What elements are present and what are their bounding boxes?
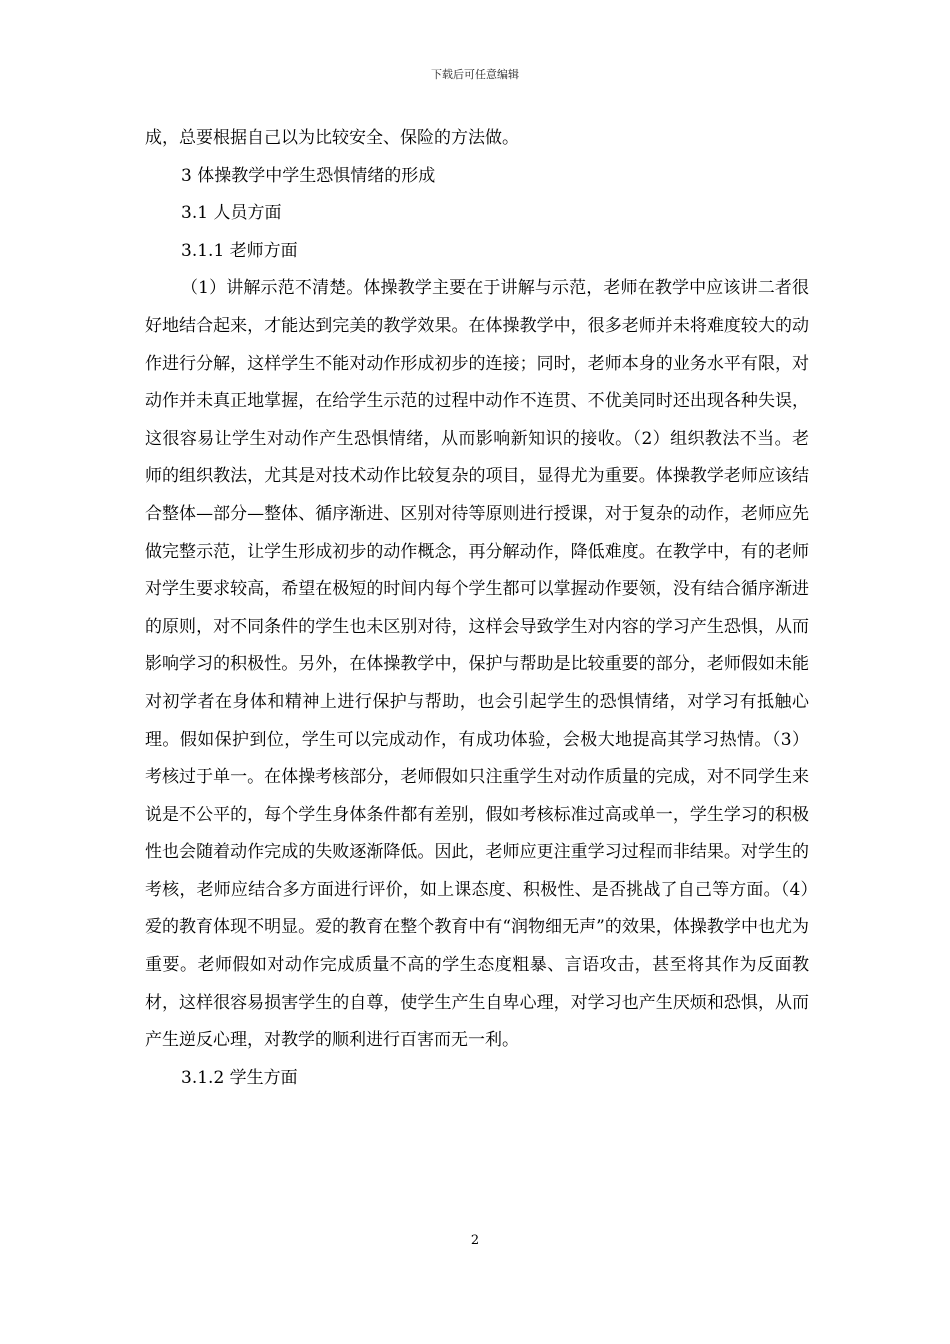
body-paragraph: （1）讲解示范不清楚。体操教学主要在于讲解与示范，老师在教学中应该讲二者很好地结合起来，才能达到完美的教学效果。在体操教学中，很多老师并未将难度较大的动作进行分解，这样学生不能对动作形成初步的连接；同时，老师本身的业务水平有限，对动作并未真正地掌握，在给学生示范的过程中动作不连贯、不优美同时还出现各种失误，这很容易让学生对动作产生恐惧情绪，从而影响新知识的接收。（2）组织教法不当。老师的组织教法，尤其是对技术动作比较复杂的项目，显得尤为重要。体操教学老师应该结合整体—部分—整体、循序渐进、区别对待等原则进行授课，对于复杂的动作，老师应先做完整示范，让学生形成初步的动作概念，再分解动作，降低难度。在教学中，有的老师对学生要求较高，希望在极短的时间内每个学生都可以掌握动作要领，没有结合循序渐进的原则，对不同条件的学生也未区别对待，这样会导致学生对内容的学习产生恐惧，从而影响学习的积极性。另外，在体操教学中，保护与帮助是比较重要的部分，老师假如未能对初学者在身体和精神上进行保护与帮助，也会引起学生的恐惧情绪，对学习有抵触心理。假如保护到位，学生可以完成动作，有成功体验，会极大地提高其学习热情。（3）考核过于单一。在体操考核部分，老师假如只注重学生对动作质量的完成，对不同学生来说是不公平的，每个学生身体条件都有差别，假如考核标准过高或单一，学生学习的积极性也会随着动作完成的失败逐渐降低。因此，老师应更注重学习过程而非结果。对学生的考核，老师应结合多方面进行评价，如上课态度、积极性、是否挑战了自己等方面。（4）爱的教育体现不明显。爱的教育在整个教育中有“润物细无声”的效果，体操教学中也尤为重要。老师假如对动作完成质量不高的学生态度粗暴、言语攻击，甚至将其作为反面教材，这样很容易损害学生的自尊，使学生产生自卑心理，对学习也产生厌烦和恐惧，从而产生逆反心理，对教学的顺利进行百害而无一利。 [145,278,809,1051]
subsubsection-heading: 3.1.2 学生方面 [181,1067,298,1088]
subsubsection-heading: 3.1.1 老师方面 [181,240,298,261]
continuation-line: 成，总要根据自己以为比较安全、保险的方法做。 [145,128,519,148]
subsection-heading: 3.1 人员方面 [181,203,282,224]
page-header: 下载后可任意编辑 [431,68,519,81]
document-body [145,120,809,1097]
page-number: 2 [470,1233,480,1248]
section-heading: 3 体操教学中学生恐惧情绪的形成 [181,165,436,186]
